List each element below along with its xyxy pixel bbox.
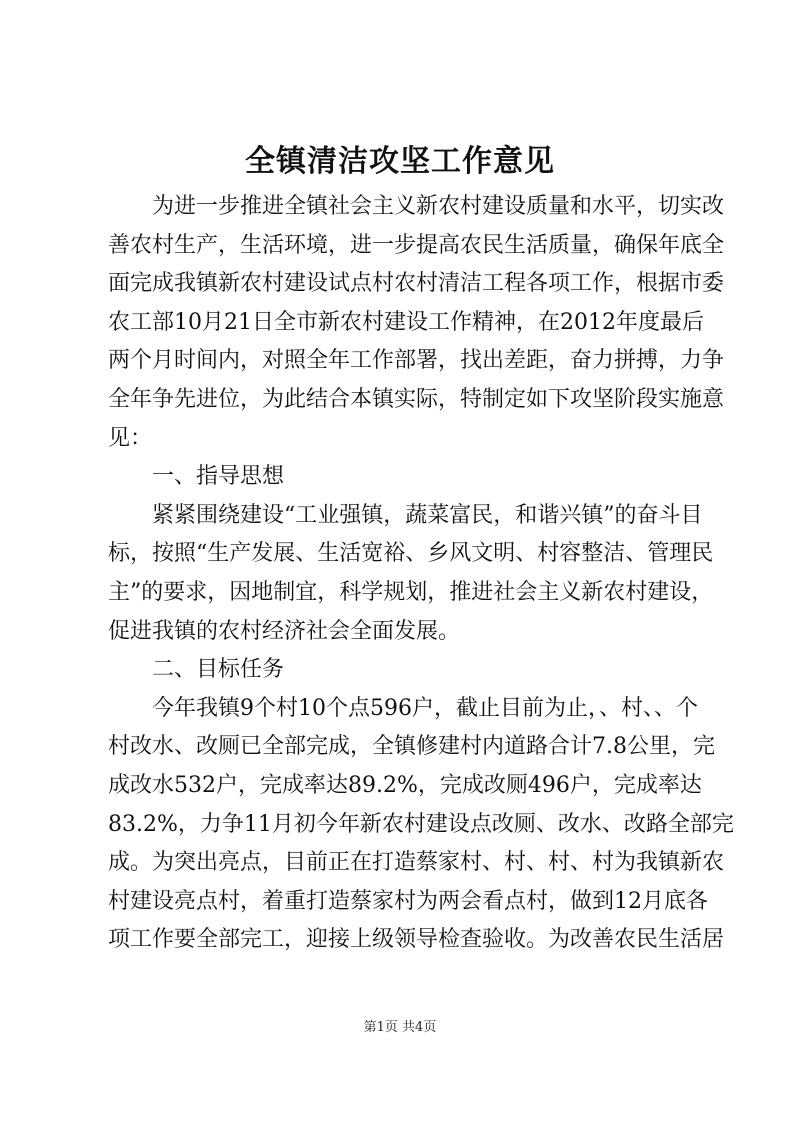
section-heading — [108, 651, 692, 690]
text-line: 善农村生产，生活环境，进一步提高农民生活质量，确保年底全 — [108, 232, 725, 258]
page-footer: 第1页 共4页 — [363, 1020, 437, 1035]
text-line: 标，按照“生产发展、生活宽裕、乡风文明、村容整洁、管理民 — [108, 541, 714, 567]
text-line: 见： — [108, 425, 153, 451]
text-line: 紧紧围绕建设“工业强镇，蔬菜富民，和谐兴镇”的奋斗目 — [152, 502, 703, 528]
document-body — [108, 188, 734, 960]
text-line: 主”的要求，因地制宜，科学规划，推进社会主义新农村建设， — [108, 579, 714, 605]
paragraph — [108, 188, 725, 458]
text-line: 农工部10月21日全市新农村建设工作精神，在2012年度最后 — [108, 309, 704, 335]
text-line: 83.2%，力争11月初今年新农村建设点改厕、改水、改路全部完 — [108, 811, 734, 837]
text-line: 一、指导思想 — [152, 464, 285, 490]
text-line: 促进我镇的农村经济社会全面发展。 — [108, 618, 461, 644]
paragraph — [108, 690, 734, 960]
text-line: 今年我镇9个村10个点596户，截止目前为止，、村、、个 — [152, 695, 698, 721]
section-heading — [108, 458, 692, 497]
text-line: 村改水、改厕已全部完成，全镇修建村内道路合计7.8公里，完 — [108, 734, 715, 760]
text-line: 两个月时间内，对照全年工作部署，找出差距，奋力拼搏，力争 — [108, 348, 725, 374]
paragraph — [108, 497, 714, 651]
text-line: 面完成我镇新农村建设试点村农村清洁工程各项工作，根据市委 — [108, 271, 725, 297]
text-line: 村建设亮点村，着重打造蔡家村为两会看点村，做到12月底各 — [108, 888, 708, 914]
document-title: 全镇清洁攻坚工作意见 — [245, 144, 555, 179]
text-line: 为进一步推进全镇社会主义新农村建设质量和水平，切实改 — [152, 194, 725, 219]
text-line: 二、目标任务 — [152, 657, 285, 683]
text-line: 项工作要全部完工，迎接上级领导检查验收。为改善农民生活居 — [108, 927, 725, 953]
text-line: 成改水532户，完成率达89.2%，完成改厕496户，完成率达 — [108, 772, 702, 798]
text-line: 全年争先进位，为此结合本镇实际，特制定如下攻坚阶段实施意 — [108, 386, 725, 412]
text-line: 成。为突出亮点，目前正在打造蔡家村、村、村、村为我镇新农 — [108, 850, 725, 876]
